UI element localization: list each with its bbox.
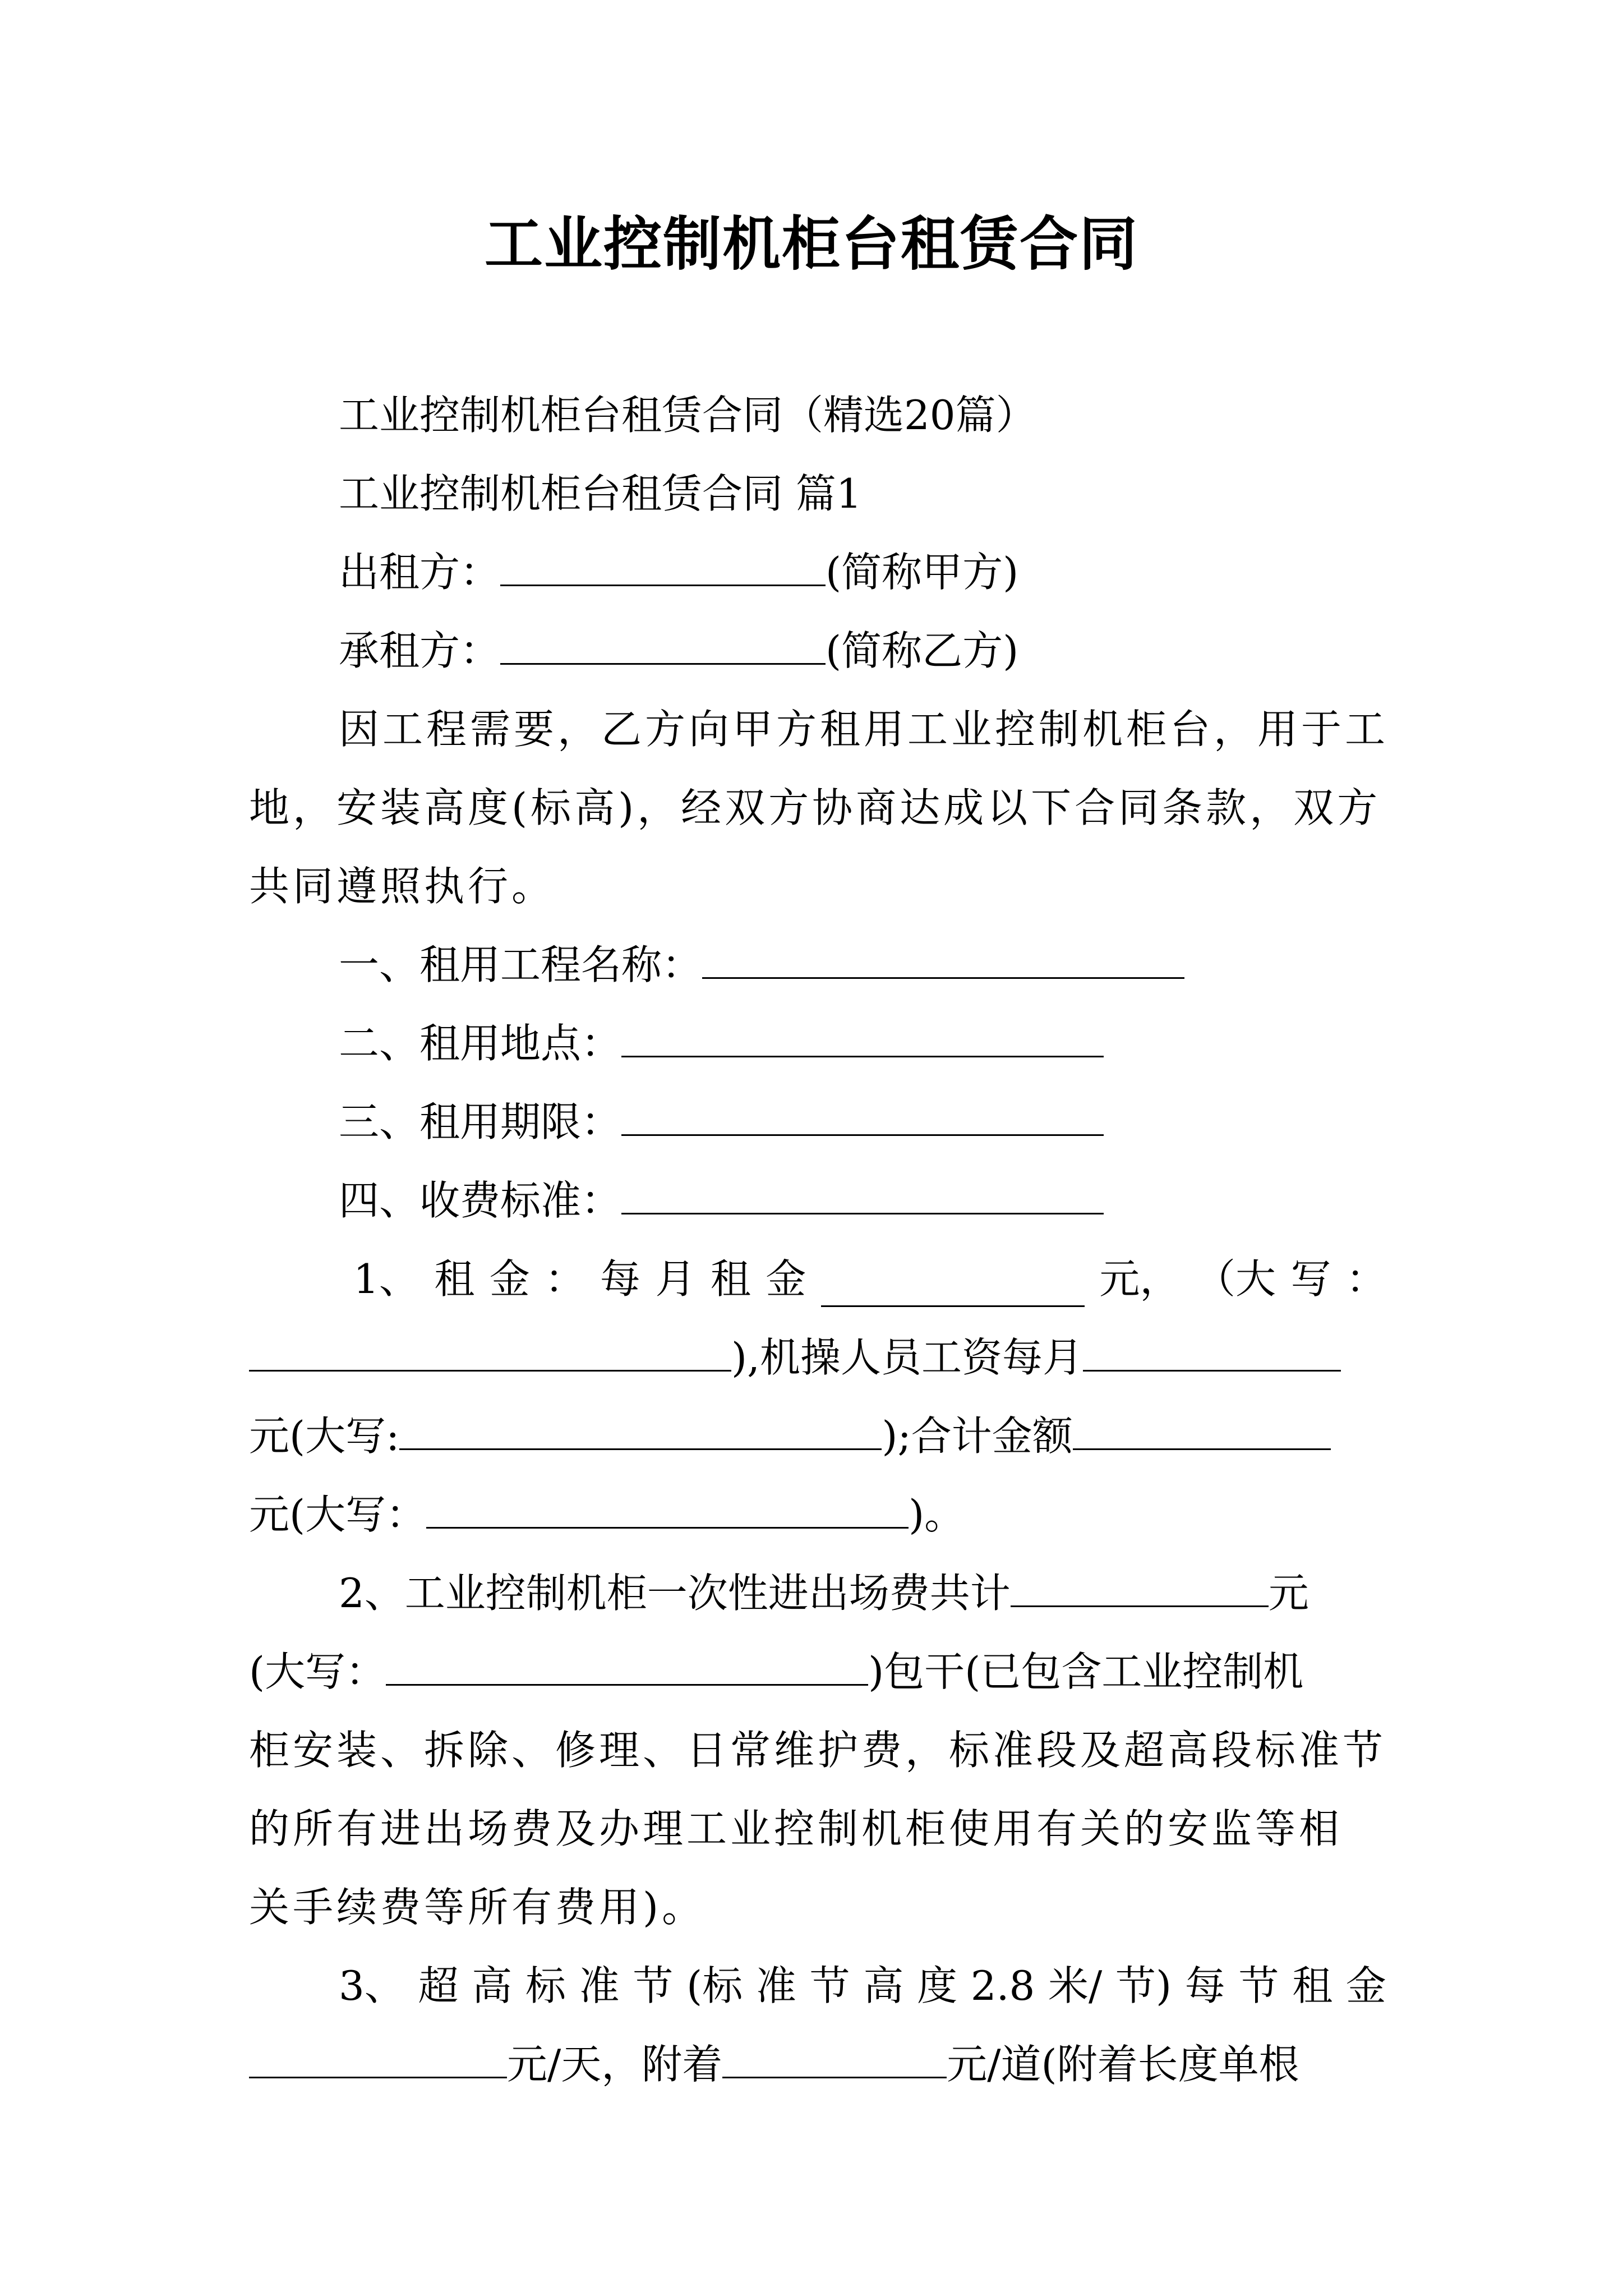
clause3-word: 度 — [917, 1962, 958, 2009]
location-blank[interactable] — [621, 1018, 1104, 1057]
total-amount-blank[interactable] — [1073, 1411, 1331, 1450]
clause3-word: 准 — [579, 1962, 620, 2009]
clause3-word: 米/ — [1048, 1962, 1103, 2009]
clause1-line3-text: );合计金额 — [882, 1412, 1073, 1460]
clause3-word: 超 — [418, 1962, 459, 2009]
clause1-line3-start: 元(大写: — [249, 1412, 400, 1460]
clause1-word: （大 — [1195, 1255, 1276, 1303]
clause2-line-2 — [249, 1644, 1303, 1700]
clause1-line4-end: )。 — [909, 1491, 965, 1538]
clause1-line4-start: 元(大写： — [249, 1491, 427, 1538]
clause3-line2-text-2: 元/道(附着长度单根 — [947, 2041, 1299, 2088]
intro-line-3: 共同遵照执行。 — [249, 863, 556, 910]
item-location-label: 二、租用地点： — [339, 1020, 622, 1067]
section-heading: 工业控制机柜台租赁合同 篇1 — [339, 470, 862, 517]
clause1-line-2 — [249, 1329, 1341, 1386]
clause3-word: 高 — [472, 1962, 513, 2009]
item-project-name — [339, 937, 1184, 993]
clause1-word: 写 — [1290, 1255, 1331, 1303]
clause2-line1-end: 元 — [1268, 1570, 1309, 1617]
lessor-line — [339, 544, 1018, 600]
item-fee-standard — [339, 1172, 1104, 1228]
lessee-label: 承租方： — [339, 627, 501, 674]
period-blank[interactable] — [621, 1097, 1104, 1136]
fee-standard-blank[interactable] — [621, 1175, 1104, 1214]
clause1-word: 租 — [710, 1255, 751, 1303]
operator-wage-blank[interactable] — [1083, 1332, 1341, 1372]
item-period — [339, 1094, 1104, 1150]
clause2-line1-start: 2、工业控制机柜一次性进出场费共计 — [339, 1570, 1011, 1617]
lessee-blank[interactable] — [500, 625, 826, 665]
clause2-line-1 — [339, 1565, 1309, 1621]
clause3-word: 每 — [1184, 1962, 1225, 2009]
attachment-fee-blank[interactable] — [722, 2039, 947, 2078]
clause1-word: 1、 — [353, 1255, 419, 1303]
clause2-line-5: 关手续费等所有费用)。 — [249, 1884, 706, 1931]
clause3-word: 准 — [755, 1962, 796, 2009]
clause3-line-1 — [339, 1958, 1386, 2014]
item-project-name-label: 一、租用工程名称： — [339, 941, 703, 988]
lessor-suffix: (简称甲方) — [826, 549, 1019, 596]
lessee-line — [339, 623, 1018, 679]
clause3-line-2 — [249, 2036, 1299, 2092]
clause3-word: 标 — [525, 1962, 566, 2009]
intro-line-2: 地，安装高度(标高)，经双方协商达成以下合同条款，双方 — [249, 784, 1381, 831]
clause1-word: 租 — [434, 1255, 475, 1303]
entry-exit-fee-blank[interactable] — [1011, 1568, 1269, 1607]
wage-daxie-blank[interactable] — [399, 1411, 882, 1450]
item-period-label: 三、租用期限： — [339, 1098, 622, 1145]
clause1-word: 金 — [766, 1255, 806, 1303]
super-section-rent-blank[interactable] — [249, 2039, 507, 2078]
lessee-suffix: (简称乙方) — [826, 627, 1019, 674]
clause3-word: 节) — [1115, 1962, 1172, 2009]
clause3-line2-text-1: 元/天，附着 — [507, 2041, 723, 2088]
clause3-word: 租 — [1292, 1962, 1333, 2009]
clause3-word: 高 — [863, 1962, 904, 2009]
document-title: 工业控制机柜台租赁合同 — [484, 209, 1138, 278]
clause3-word: 节 — [809, 1962, 850, 2009]
total-daxie-blank[interactable] — [426, 1489, 909, 1529]
intro-line-1: 因工程需要，乙方向甲方租用工业控制机柜台，用于工 — [339, 706, 1389, 753]
item-fee-standard-label: 四、收费标准： — [339, 1177, 622, 1224]
clause2-line2-start: (大写： — [249, 1648, 386, 1695]
clause1-word: 月 — [655, 1255, 696, 1303]
rent-daxie-blank[interactable] — [249, 1332, 731, 1372]
clause1-word: ： — [1345, 1255, 1386, 1303]
clause1-word: ： — [545, 1255, 585, 1303]
lessor-label: 出租方： — [339, 549, 501, 596]
entry-exit-daxie-blank[interactable] — [386, 1646, 868, 1686]
clause1-line-4 — [249, 1487, 965, 1543]
lessor-blank[interactable] — [500, 547, 826, 586]
clause2-line-4: 的所有进出场费及办理工业控制机柜使用有关的安监等相 — [249, 1805, 1343, 1852]
clause3-word: 3、 — [339, 1962, 405, 2009]
clause1-yuan: 元， — [1099, 1255, 1181, 1303]
clause1-word: 每 — [600, 1255, 640, 1303]
clause3-word: 2.8 — [970, 1962, 1035, 2009]
clause3-word: 节 — [633, 1962, 674, 2009]
clause2-line-3: 柜安装、拆除、修理、日常维护费，标准段及超高段标准节 — [249, 1727, 1387, 1774]
monthly-rent-blank[interactable] — [821, 1268, 1085, 1307]
document-subtitle: 工业控制机柜台租赁合同（精选20篇） — [339, 392, 1036, 439]
clause1-line-1 — [353, 1251, 1386, 1307]
item-location — [339, 1015, 1104, 1071]
clause2-line2-end: )包干(已包含工业控制机 — [868, 1648, 1304, 1695]
clause1-line2-text: ),机操人员工资每月 — [731, 1334, 1083, 1381]
clause3-word: 节 — [1238, 1962, 1279, 2009]
clause3-word: 金 — [1345, 1962, 1386, 2009]
clause1-line-3 — [249, 1408, 1331, 1464]
clause1-word: 金 — [489, 1255, 530, 1303]
project-name-blank[interactable] — [702, 940, 1184, 979]
clause3-word: (标 — [686, 1962, 743, 2009]
